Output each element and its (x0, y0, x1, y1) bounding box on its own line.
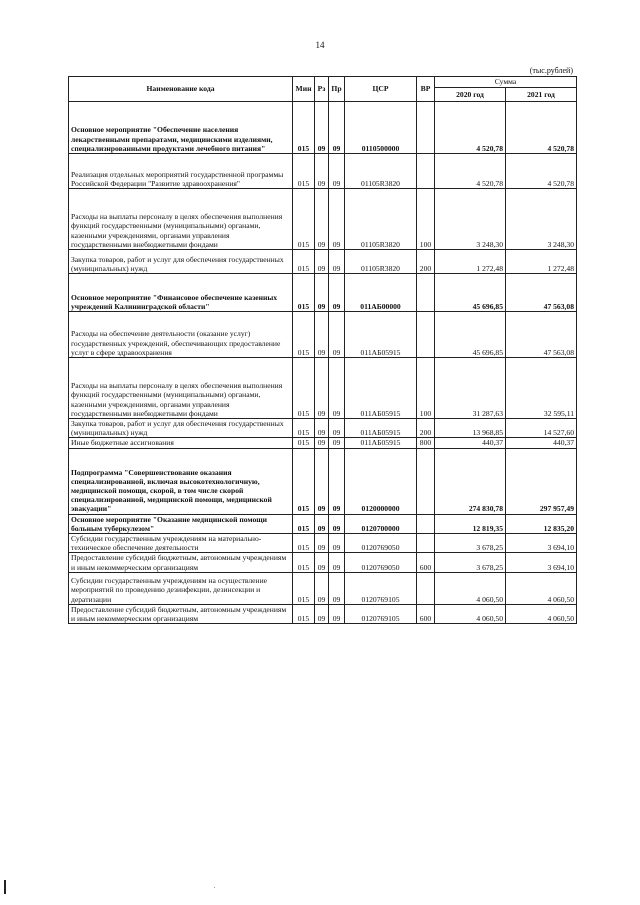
row-value-2020: 1 272,48 (435, 250, 506, 274)
row-pr: 09 (329, 604, 345, 623)
row-pr: 09 (329, 448, 345, 514)
row-name: Основное мероприятие "Обеспечение населения лекарственными препаратами, медицинскими изделиями, специализированными продуктами лечебного питания" (69, 102, 293, 154)
table-row (69, 189, 577, 250)
header-name: Наименование кода (69, 77, 293, 102)
units-label: (тыс.рублей) (529, 66, 573, 75)
row-vr (417, 312, 435, 358)
table-row (69, 448, 577, 514)
row-value-2021: 4 060,50 (506, 572, 577, 604)
row-rz: 09 (315, 250, 329, 274)
row-vr (417, 274, 435, 312)
row-value-2020: 31 287,63 (435, 358, 506, 419)
row-pr: 09 (329, 312, 345, 358)
header-sum: Сумма (435, 77, 577, 88)
row-rz: 09 (315, 274, 329, 312)
row-value-2020: 4 060,50 (435, 572, 506, 604)
row-value-2021: 1 272,48 (506, 250, 577, 274)
header-csr: ЦСР (345, 77, 417, 102)
row-csr: 0120700000 (345, 514, 417, 533)
row-csr: 011АБ05915 (345, 312, 417, 358)
table-row (69, 534, 577, 553)
row-value-2021: 4 060,50 (506, 604, 577, 623)
row-name: Субсидии государственным учреждениям на материально-техническое обеспечение деятельности (69, 534, 293, 553)
header-2021: 2021 год (506, 88, 577, 102)
row-name: Предоставление субсидий бюджетным, автономным учреждениям и иным некоммерческим организациям (69, 604, 293, 623)
scan-speck (214, 887, 215, 888)
row-vr: 100 (417, 358, 435, 419)
row-csr: 011АБ00000 (345, 274, 417, 312)
row-value-2020: 13 968,85 (435, 419, 506, 438)
row-pr: 09 (329, 553, 345, 572)
row-name: Расходы на выплаты персоналу в целях обеспечения выполнения функций государственными (муниципальными) органами, казенными учреждениями, органами управления государственными внебюджетными фондами (69, 358, 293, 419)
row-pr: 09 (329, 514, 345, 533)
row-rz: 09 (315, 514, 329, 533)
row-csr: 011АБ05915 (345, 358, 417, 419)
row-value-2021: 3 248,30 (506, 189, 577, 250)
row-value-2021: 3 694,10 (506, 553, 577, 572)
table-row (69, 572, 577, 604)
header-vr: ВР (417, 77, 435, 102)
row-min: 015 (293, 102, 315, 154)
row-csr: 011АБ05915 (345, 438, 417, 448)
table-row (69, 514, 577, 533)
row-csr: 0120769105 (345, 604, 417, 623)
table-row (69, 102, 577, 154)
row-rz: 09 (315, 189, 329, 250)
row-pr: 09 (329, 438, 345, 448)
row-min: 015 (293, 553, 315, 572)
page-number: 14 (315, 40, 325, 50)
row-name: Подпрограмма "Совершенствование оказания специализированной, включая высокотехнологичную, медицинской помощи, скорой, в том числе скорой специализированной, медицинской помощи, медицинской эвакуации" (69, 448, 293, 514)
row-value-2020: 4 520,78 (435, 154, 506, 189)
row-rz: 09 (315, 534, 329, 553)
row-min: 015 (293, 154, 315, 189)
row-value-2021: 14 527,60 (506, 419, 577, 438)
row-rz: 09 (315, 312, 329, 358)
row-rz: 09 (315, 419, 329, 438)
row-value-2021: 297 957,49 (506, 448, 577, 514)
row-value-2021: 32 595,11 (506, 358, 577, 419)
row-name: Основное мероприятие "Финансовое обеспечение казенных учреждений Калининградской области" (69, 274, 293, 312)
row-value-2021: 440,37 (506, 438, 577, 448)
scan-edge-mark (4, 880, 6, 894)
row-value-2021: 47 563,08 (506, 274, 577, 312)
row-vr (417, 534, 435, 553)
row-vr: 200 (417, 419, 435, 438)
row-value-2020: 3 248,30 (435, 189, 506, 250)
row-csr: 01105R3820 (345, 154, 417, 189)
row-csr: 01105R3820 (345, 189, 417, 250)
row-min: 015 (293, 274, 315, 312)
row-rz: 09 (315, 438, 329, 448)
row-csr: 01105R3820 (345, 250, 417, 274)
row-min: 015 (293, 312, 315, 358)
row-value-2020: 45 696,85 (435, 274, 506, 312)
row-csr: 0120769105 (345, 572, 417, 604)
row-vr: 600 (417, 553, 435, 572)
row-value-2020: 4 520,78 (435, 102, 506, 154)
row-min: 015 (293, 534, 315, 553)
row-value-2020: 12 819,35 (435, 514, 506, 533)
row-value-2020: 440,37 (435, 438, 506, 448)
row-min: 015 (293, 250, 315, 274)
row-csr: 0120769050 (345, 534, 417, 553)
row-value-2020: 4 060,50 (435, 604, 506, 623)
row-name: Закупка товаров, работ и услуг для обеспечения государственных (муниципальных) нужд (69, 419, 293, 438)
row-vr (417, 514, 435, 533)
table-row (69, 604, 577, 623)
row-rz: 09 (315, 448, 329, 514)
row-value-2020: 3 678,25 (435, 534, 506, 553)
row-pr: 09 (329, 102, 345, 154)
row-value-2020: 45 696,85 (435, 312, 506, 358)
table-row (69, 250, 577, 274)
table-body (69, 102, 577, 624)
row-name: Расходы на обеспечение деятельности (оказание услуг) государственных учреждений, обеспечивающих предоставление услуг в сфере здравоохранения (69, 312, 293, 358)
header-pr: Пр (329, 77, 345, 102)
row-value-2021: 12 835,20 (506, 514, 577, 533)
header-min: Мин (293, 77, 315, 102)
header-2020: 2020 год (435, 88, 506, 102)
row-pr: 09 (329, 358, 345, 419)
row-csr: 0120769050 (345, 553, 417, 572)
row-name: Субсидии государственным учреждениям на осуществление мероприятий по проведению дезинфекции, дезинсекции и дератизации (69, 572, 293, 604)
row-vr: 800 (417, 438, 435, 448)
table-row (69, 312, 577, 358)
table-row (69, 358, 577, 419)
row-vr: 100 (417, 189, 435, 250)
header-rz: Рз (315, 77, 329, 102)
row-name: Реализация отдельных мероприятий государственной программы Российской Федерации "Развитие здравоохранения" (69, 154, 293, 189)
row-pr: 09 (329, 250, 345, 274)
row-rz: 09 (315, 154, 329, 189)
row-value-2021: 4 520,78 (506, 102, 577, 154)
row-vr (417, 102, 435, 154)
row-min: 015 (293, 189, 315, 250)
row-pr: 09 (329, 419, 345, 438)
budget-table (68, 76, 577, 624)
table-row (69, 419, 577, 438)
row-pr: 09 (329, 189, 345, 250)
row-vr (417, 572, 435, 604)
table-row (69, 154, 577, 189)
row-min: 015 (293, 358, 315, 419)
row-pr: 09 (329, 274, 345, 312)
row-min: 015 (293, 514, 315, 533)
row-rz: 09 (315, 553, 329, 572)
row-min: 015 (293, 572, 315, 604)
row-value-2021: 3 694,10 (506, 534, 577, 553)
row-pr: 09 (329, 534, 345, 553)
row-name: Закупка товаров, работ и услуг для обеспечения государственных (муниципальных) нужд (69, 250, 293, 274)
row-value-2020: 3 678,25 (435, 553, 506, 572)
row-rz: 09 (315, 358, 329, 419)
row-min: 015 (293, 448, 315, 514)
row-csr: 0120000000 (345, 448, 417, 514)
row-vr: 600 (417, 604, 435, 623)
row-vr (417, 448, 435, 514)
row-name: Иные бюджетные ассигнования (69, 438, 293, 448)
table-row (69, 274, 577, 312)
row-min: 015 (293, 604, 315, 623)
row-value-2020: 274 830,78 (435, 448, 506, 514)
row-name: Основное мероприятие "Оказание медицинской помощи больным туберкулезом" (69, 514, 293, 533)
row-rz: 09 (315, 572, 329, 604)
row-pr: 09 (329, 154, 345, 189)
row-vr (417, 154, 435, 189)
row-rz: 09 (315, 604, 329, 623)
table-row (69, 553, 577, 572)
row-name: Расходы на выплаты персоналу в целях обеспечения выполнения функций государственными (муниципальными) органами, казенными учреждениями, органами управления государственными внебюджетными фондами (69, 189, 293, 250)
row-vr: 200 (417, 250, 435, 274)
row-rz: 09 (315, 102, 329, 154)
row-value-2021: 47 563,08 (506, 312, 577, 358)
row-name: Предоставление субсидий бюджетным, автономным учреждениям и иным некоммерческим организациям (69, 553, 293, 572)
row-min: 015 (293, 419, 315, 438)
row-pr: 09 (329, 572, 345, 604)
row-csr: 011АБ05915 (345, 419, 417, 438)
row-min: 015 (293, 438, 315, 448)
table-row (69, 438, 577, 448)
row-csr: 0110500000 (345, 102, 417, 154)
row-value-2021: 4 520,78 (506, 154, 577, 189)
